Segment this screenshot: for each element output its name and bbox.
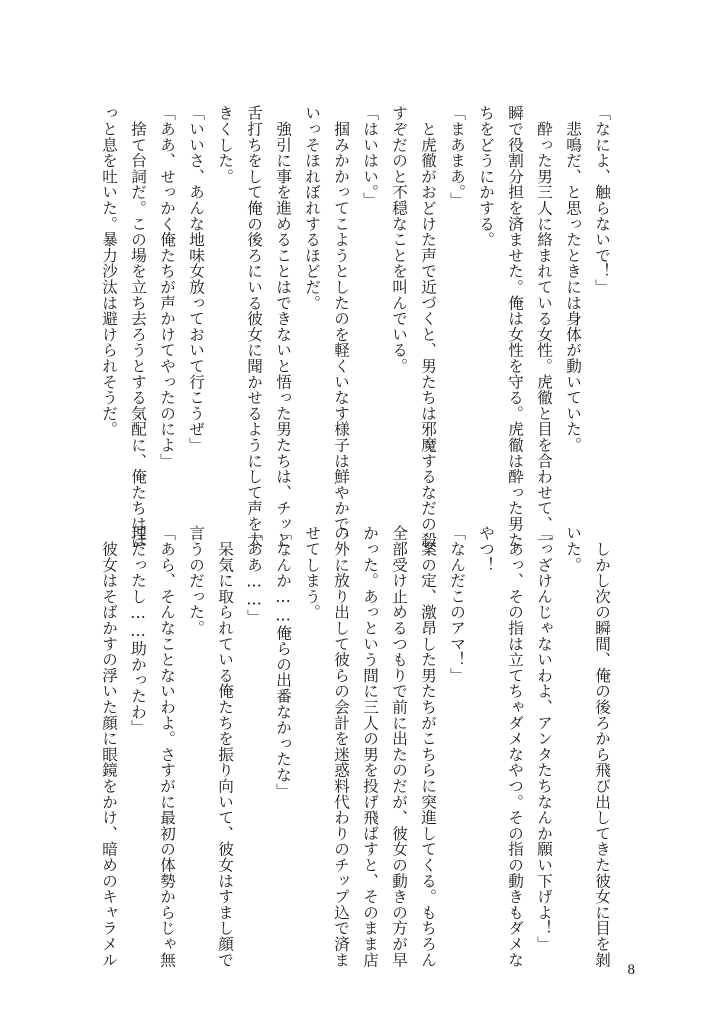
text-line: 理だったし……助かったわ」 (129, 525, 147, 736)
text-line: 彼女はそばかすの浮いた顔に眼鏡をかけ、暗めのキャラメル (100, 525, 118, 968)
text-line: 「いいさ、あんな地味女放っておいて行こうぜ」 (187, 105, 205, 453)
text-line: かった。あっという間に三人の男を投げ飛ばすと、そのまま店 (361, 525, 379, 968)
text-line: 捨て台詞だ。この場を立ち去ろうとする気配に、俺たちはほ (129, 105, 147, 548)
text-line: 悲鳴だ、と思ったときには身体が動いていた。 (564, 105, 582, 453)
text-line: やつ！ (477, 525, 495, 573)
text-line: 舌打ちをして俺の後ろにいる彼女に聞かせるようにして声を大 (245, 105, 263, 548)
text-line: 酔った男三人に絡まれている女性。虎徹と目を合わせて、一 (535, 105, 553, 548)
text-line: 「ああ……」 (245, 525, 263, 625)
text-line: の外に放り出して彼らの会計を迷惑料代わりのチップ込で済ま (332, 525, 350, 968)
text-line: と虎徹がおどけた声で近づくと、男たちは邪魔するなだの殺 (419, 105, 437, 548)
text-block-lower (94, 525, 616, 968)
text-line: 「っざけんじゃないわよ、アンタたちなんか願い下げよ！」 (535, 525, 553, 952)
text-line: すぞだのと不穏なことを叫んでいる。 (390, 105, 408, 374)
text-line: 「なによ、触らないで！」 (593, 105, 611, 295)
text-line: っと息を吐いた。暴力沙汰は避けられそうだ。 (100, 105, 118, 437)
text-line: 呆気に取られている俺たちを振り向いて、彼女はすまし顔で (216, 525, 234, 968)
text-line: しかし次の瞬間、俺の後ろから飛び出してきた彼女に目を剝 (593, 525, 611, 968)
text-line: あっ、その指は立てちゃダメなやつ。その指の動きもダメな (506, 525, 524, 968)
text-line: 言うのだった。 (187, 525, 205, 636)
text-line: 「まあまあ。」 (448, 105, 466, 208)
text-line: せてしまう。 (303, 525, 321, 620)
page-number: 8 (627, 962, 635, 978)
text-line: 全部受け止めるつもりで前に出たのだが、彼女の動きの方が早 (390, 525, 408, 968)
text-line: 掴みかかってこようとしたのを軽くいなす様子は鮮やかで、 (332, 105, 350, 548)
text-line: 強引に事を進めることはできないと悟った男たちは、チッと (274, 105, 292, 548)
text-block-upper (94, 105, 616, 548)
text-line: 「はいはい。」 (361, 105, 379, 208)
text-line: きくした。 (216, 105, 234, 184)
text-line: ちをどうにかする。 (477, 105, 495, 248)
text-line: 「なんか……俺らの出番なかったな」 (274, 525, 292, 799)
text-line: 「あら、そんなことないわよ。さすがに最初の体勢からじゃ無 (158, 525, 176, 968)
text-line: 「なんだこのアマ！」 (448, 525, 466, 683)
text-line: 案の定、激昂した男たちがこちらに突進してくる。もちろん (419, 525, 437, 968)
text-line: 瞬で役割分担を済ませた。俺は女性を守る。虎徹は酔った男た (506, 105, 524, 548)
text-line: いた。 (564, 525, 582, 573)
text-line: いっそほれぼれするほどだ。 (303, 105, 321, 311)
text-line: 「ああ、せっかく俺たちが声かけてやったのによ」 (158, 105, 176, 469)
